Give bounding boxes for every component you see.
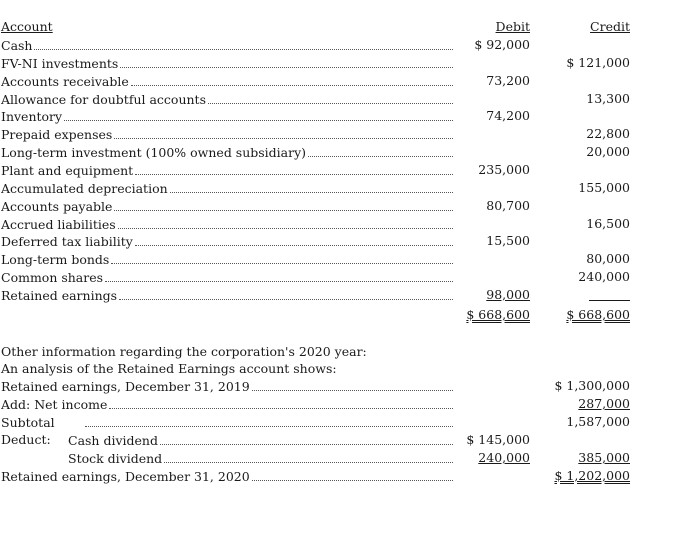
credit-cell <box>548 36 630 54</box>
account-name: Accounts receivable <box>1 72 453 90</box>
table-row <box>0 161 640 179</box>
account-name: Accrued liabilities <box>1 215 453 233</box>
account-name: Long-term investment (100% owned subsidiary) <box>1 143 453 161</box>
debit-cell: 80,700 <box>486 197 530 213</box>
credit-cell <box>548 197 630 215</box>
re-end-row: Retained earnings, December 31, 2020 $ 1,202,000 <box>1 468 630 484</box>
account-header: Account <box>1 19 53 34</box>
table-row <box>0 215 640 233</box>
debit-cell: $ 92,000 <box>474 37 530 52</box>
table-row <box>0 250 640 268</box>
account-name: Long-term bonds <box>1 250 453 268</box>
account-name: Common shares <box>1 268 453 286</box>
credit-cell: 80,000 <box>586 251 630 267</box>
debit-cell <box>460 54 530 72</box>
table-row <box>0 197 640 215</box>
credit-cell: 16,500 <box>586 215 630 231</box>
account-name: Prepaid expenses <box>1 125 453 143</box>
debit-cell <box>460 250 530 268</box>
table-row <box>0 72 640 90</box>
credit-cell: 240,000 <box>578 269 630 285</box>
debit-cell <box>460 268 530 286</box>
table-row <box>0 125 640 143</box>
other-info-line-1: Other information regarding the corporation's 2020 year: <box>1 344 367 359</box>
debit-cell: 15,500 <box>486 233 530 249</box>
re-begin-row: Retained earnings, December 31, 2019 $ 1,300,000 <box>1 378 630 394</box>
debit-cell <box>460 143 530 161</box>
credit-cell <box>548 232 630 250</box>
table-row <box>0 143 640 161</box>
account-name: Plant and equipment <box>1 161 453 179</box>
deduct-label: Deduct: <box>1 432 51 447</box>
stock-dividend-value: 240,000 <box>478 450 530 465</box>
deduct-total-value: 385,000 <box>578 450 630 465</box>
account-name: Deferred tax liability <box>1 232 453 250</box>
debit-cell <box>460 90 530 108</box>
debit-cell: 74,200 <box>486 108 530 124</box>
credit-cell: $ 121,000 <box>566 54 630 70</box>
credit-cell: 155,000 <box>578 179 630 195</box>
debit-cell: 235,000 <box>478 161 530 177</box>
account-name: Allowance for doubtful accounts <box>1 90 453 108</box>
cash-dividend-value: $ 145,000 <box>466 432 530 447</box>
other-info-line-2: An analysis of the Retained Earnings account shows: <box>1 361 337 376</box>
table-row <box>0 179 640 197</box>
table-row <box>0 90 640 108</box>
credit-cell: 22,800 <box>586 126 630 142</box>
debit-cell <box>460 179 530 197</box>
table-row <box>0 36 640 54</box>
totals-row <box>0 306 640 324</box>
account-name: Retained earnings <box>1 286 453 304</box>
account-name: Inventory <box>1 107 453 125</box>
table-row <box>0 232 640 250</box>
table-row <box>0 268 640 286</box>
cash-dividend-row: Deduct: Cash dividend $ 145,000 <box>1 432 530 448</box>
debit-cell <box>460 125 530 143</box>
debit-cell <box>460 215 530 233</box>
account-name: Accumulated depreciation <box>1 179 453 197</box>
net-income-row: Add: Net income 287,000 <box>1 396 630 412</box>
credit-cell: 13,300 <box>586 90 630 106</box>
credit-underline <box>589 288 630 301</box>
stock-dividend-row: Stock dividend 240,000 385,000 <box>68 450 630 466</box>
credit-cell: 20,000 <box>586 144 630 160</box>
credit-header: Credit <box>590 19 630 34</box>
re-begin-value: $ 1,300,000 <box>554 378 630 393</box>
table-row <box>0 286 640 304</box>
table-row <box>0 107 640 125</box>
debit-total: $ 668,600 <box>466 307 530 322</box>
subtotal-row: Subtotal 1,587,000 <box>1 414 630 430</box>
credit-cell <box>548 72 630 90</box>
table-row <box>0 54 640 72</box>
credit-total: $ 668,600 <box>566 307 630 322</box>
re-end-value: $ 1,202,000 <box>554 468 630 483</box>
account-name: FV-NI investments <box>1 54 453 72</box>
subtotal-value: 1,587,000 <box>566 414 630 429</box>
credit-cell <box>548 107 630 125</box>
credit-cell <box>548 161 630 179</box>
debit-cell: 98,000 <box>486 286 530 302</box>
debit-header: Debit <box>495 19 530 34</box>
table-header <box>0 18 640 36</box>
account-name: Accounts payable <box>1 197 453 215</box>
account-name: Cash <box>1 36 453 54</box>
net-income-value: 287,000 <box>578 396 630 411</box>
debit-cell: 73,200 <box>486 72 530 88</box>
